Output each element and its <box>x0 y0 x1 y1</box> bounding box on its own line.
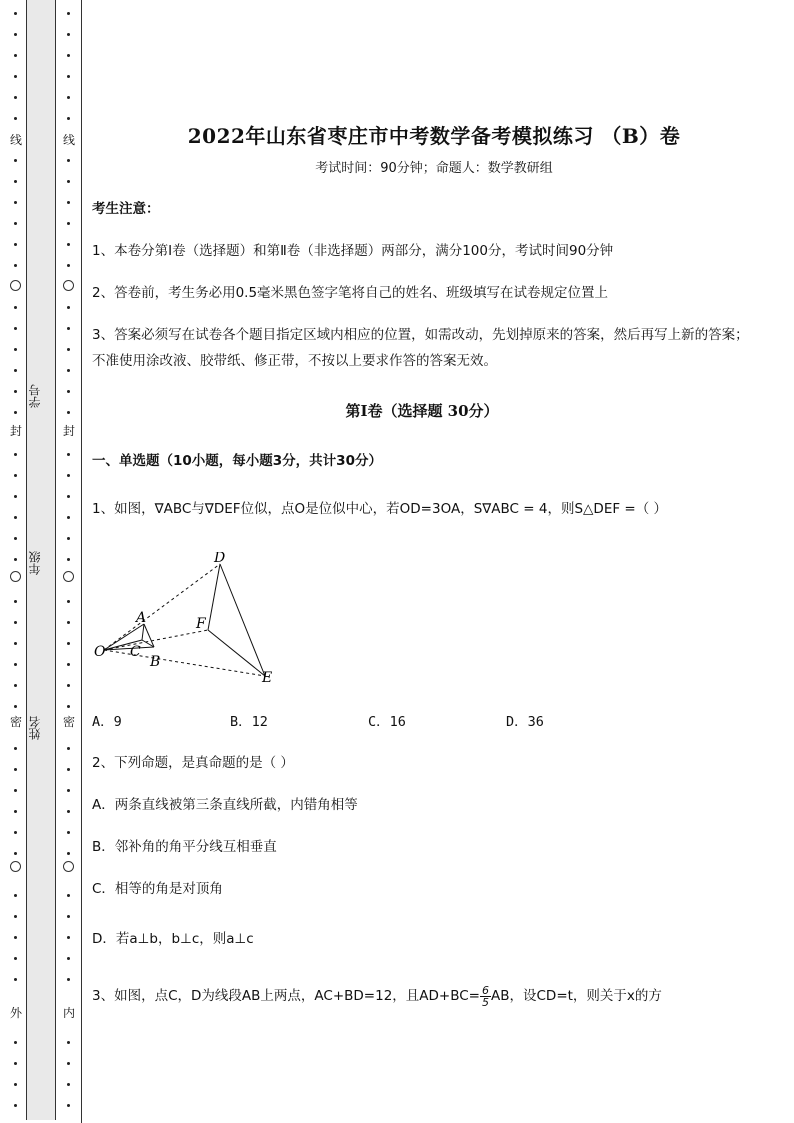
q3-text-part1: 3、如图，点C，D为线段AB上两点，AC+BD=12，且AD+BC= <box>92 988 480 1004</box>
label-C: C <box>130 644 141 660</box>
binding-dot <box>67 747 70 750</box>
binding-dot <box>14 663 17 666</box>
binding-dot <box>67 936 70 939</box>
binding-dot <box>67 75 70 78</box>
binding-dot <box>67 33 70 36</box>
binding-dot <box>14 600 17 603</box>
binding-dot <box>14 96 17 99</box>
binding-dot <box>67 411 70 414</box>
binding-dot <box>14 684 17 687</box>
binding-dot <box>14 768 17 771</box>
binding-dot <box>14 621 17 624</box>
outer-seal-char: 线 <box>6 133 26 147</box>
binding-dot <box>14 390 17 393</box>
binding-dot <box>67 558 70 561</box>
binding-dot <box>67 915 70 918</box>
binding-dot <box>14 243 17 246</box>
binding-dot <box>14 1104 17 1107</box>
binding-dot <box>67 621 70 624</box>
binding-dot <box>67 642 70 645</box>
exam-subtitle: 考试时间：90分钟；命题人：数学教研组 <box>315 161 553 176</box>
q3-frac-den: 5 <box>482 995 489 1009</box>
q3-frac-num: 6 <box>482 983 489 997</box>
binding-dot <box>67 768 70 771</box>
notice-item-3: 3、答案必须写在试卷各个题目指定区域内相应的位置，如需改动，先划掉原来的答案，然后再写上新的答案；不准使用涂改液、胶带纸、修正带，不按以上要求作答的答案无效。 <box>92 327 749 369</box>
binding-dot <box>67 1041 70 1044</box>
binding-dot <box>67 978 70 981</box>
binding-dot <box>14 348 17 351</box>
binding-dot <box>14 516 17 519</box>
label-D: D <box>214 552 226 566</box>
field-student-id: 学号 <box>28 384 42 408</box>
binding-dot <box>14 306 17 309</box>
binding-dot <box>14 936 17 939</box>
binding-ring <box>63 861 74 872</box>
binding-dot <box>14 705 17 708</box>
inner-dotted-line <box>59 0 79 1123</box>
binding-dot <box>67 495 70 498</box>
question-1-options <box>92 710 692 730</box>
question-2-text: 2、下列命题，是真命题的是（ ） <box>92 755 294 771</box>
binding-dot <box>67 831 70 834</box>
outer-dotted-line <box>6 0 26 1123</box>
label-A: A <box>136 610 147 626</box>
binding-dot <box>67 684 70 687</box>
inner-seal-char: 线 <box>59 133 79 147</box>
binding-dot <box>14 495 17 498</box>
label-B: B <box>150 654 161 670</box>
binding-dot <box>14 369 17 372</box>
binding-dot <box>67 957 70 960</box>
binding-dot <box>14 957 17 960</box>
binding-dot <box>14 747 17 750</box>
outer-seal-char: 外 <box>6 1006 26 1020</box>
binding-dot <box>67 12 70 15</box>
q2-option-a[interactable]: A．两条直线被第三条直线所截，内错角相等 <box>92 797 358 813</box>
q2-option-d[interactable]: D．若a⊥b，b⊥c，则a⊥c <box>92 931 254 947</box>
binding-dot <box>67 390 70 393</box>
binding-dot <box>14 117 17 120</box>
binding-dot <box>14 453 17 456</box>
binding-dot <box>67 327 70 330</box>
binding-dot <box>14 789 17 792</box>
q2-option-b[interactable]: B．邻补角的角平分线互相垂直 <box>92 839 277 855</box>
binding-dot <box>14 915 17 918</box>
q1-option-c[interactable]: C．16 <box>368 714 406 730</box>
question-3-text <box>92 983 752 1009</box>
binding-dot <box>67 852 70 855</box>
binding-dot <box>14 894 17 897</box>
binding-dot <box>14 642 17 645</box>
inner-seal-char: 封 <box>59 424 79 438</box>
outer-seal-char: 密 <box>6 715 26 729</box>
binding-dot <box>67 537 70 540</box>
q1-option-a[interactable]: A．9 <box>92 714 122 730</box>
q3-fraction <box>480 985 491 1008</box>
notice-item-2: 2、答卷前，考生务必用0.5毫米黑色签字笔将自己的姓名、班级填写在试卷规定位置上 <box>92 285 609 301</box>
part-title: 一、单选题（10小题，每小题3分，共计30分） <box>92 453 382 469</box>
binding-dot <box>67 789 70 792</box>
binding-dot <box>67 894 70 897</box>
label-O: O <box>94 644 106 660</box>
binding-dot <box>67 516 70 519</box>
binding-dot <box>67 663 70 666</box>
binding-dot <box>67 159 70 162</box>
q2-option-c[interactable]: C．相等的角是对顶角 <box>92 881 223 897</box>
binding-dot <box>14 75 17 78</box>
binding-dot <box>67 117 70 120</box>
binding-dot <box>67 600 70 603</box>
binding-ring <box>10 861 21 872</box>
outer-seal-char: 封 <box>6 424 26 438</box>
binding-dot <box>67 705 70 708</box>
binding-dot <box>14 852 17 855</box>
inner-seal-char: 密 <box>59 715 79 729</box>
binding-dot <box>14 1062 17 1065</box>
binding-dot <box>14 54 17 57</box>
binding-dot <box>14 12 17 15</box>
binding-ring <box>63 571 74 582</box>
binding-dot <box>14 159 17 162</box>
q1-option-b[interactable]: B．12 <box>230 714 268 730</box>
binding-dot <box>14 831 17 834</box>
field-grade: 年级 <box>28 551 42 575</box>
binding-dot <box>67 1083 70 1086</box>
binding-dot <box>14 33 17 36</box>
question-1-text: 1、如图，∇ABC与∇DEF位似，点O是位似中心，若OD=3OA，S∇ABC = 4，则S△DEF =（ ） <box>92 501 668 517</box>
binding-dot <box>14 810 17 813</box>
binding-ring <box>10 571 21 582</box>
binding-dot <box>14 264 17 267</box>
binding-dot <box>67 810 70 813</box>
binding-dot <box>67 369 70 372</box>
binding-dot <box>67 306 70 309</box>
binding-dot <box>67 54 70 57</box>
field-name: 姓名 <box>28 716 42 740</box>
binding-dot <box>14 1041 17 1044</box>
binding-dot <box>67 201 70 204</box>
homothety-figure <box>92 552 292 682</box>
binding-dot <box>67 1104 70 1107</box>
binding-dot <box>67 96 70 99</box>
label-F: F <box>196 616 206 632</box>
notice-item-1: 1、本卷分第I卷（选择题）和第Ⅱ卷（非选择题）两部分，满分100分，考试时间90分钟 <box>92 243 614 259</box>
binding-dot <box>14 537 17 540</box>
section-title: 第I卷（选择题 30分） <box>345 402 499 420</box>
q1-option-d[interactable]: D．36 <box>506 714 544 730</box>
binding-dot <box>67 222 70 225</box>
label-E: E <box>262 670 273 682</box>
binding-dot <box>14 327 17 330</box>
binding-dot <box>67 243 70 246</box>
binding-dot <box>14 978 17 981</box>
binding-dot <box>14 558 17 561</box>
binding-ring <box>10 280 21 291</box>
notice-heading: 考生注意： <box>92 201 160 217</box>
inner-seal-char: 内 <box>59 1006 79 1020</box>
binding-dot <box>14 222 17 225</box>
q3-text-part2: AB，设CD=t，则关于x的方 <box>491 988 662 1004</box>
binding-dot <box>67 474 70 477</box>
binding-ring <box>63 280 74 291</box>
binding-dot <box>14 411 17 414</box>
binding-dot <box>67 453 70 456</box>
binding-dot <box>67 348 70 351</box>
binding-dot <box>14 474 17 477</box>
binding-dot <box>67 180 70 183</box>
binding-dot <box>14 201 17 204</box>
binding-dot <box>67 264 70 267</box>
binding-dot <box>67 1062 70 1065</box>
exam-title: 2022年山东省枣庄市中考数学备考模拟练习 （B）卷 <box>187 124 681 148</box>
binding-dot <box>14 180 17 183</box>
binding-dot <box>14 1083 17 1086</box>
